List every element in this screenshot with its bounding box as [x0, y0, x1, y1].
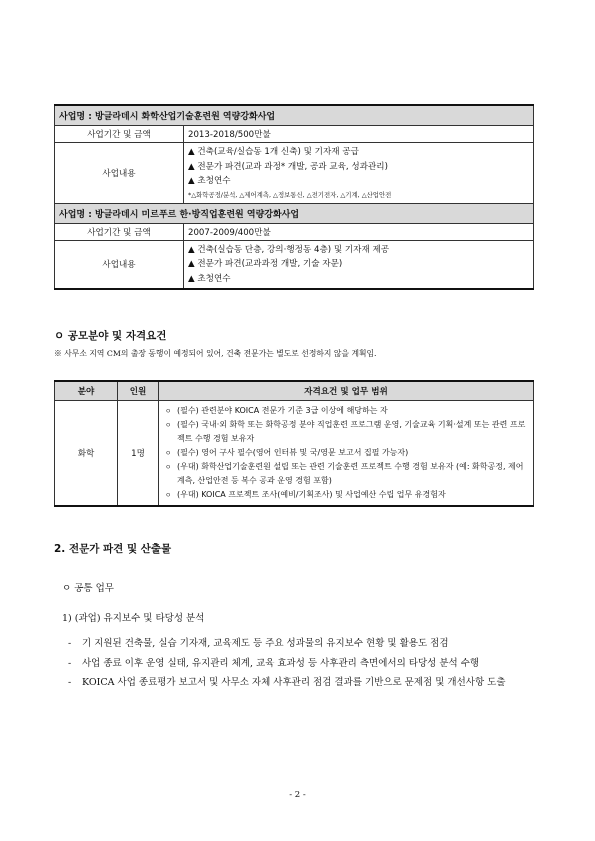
requirement-item: ㅇ (필수) 국내·외 화학 또는 화학공정 분야 직업훈련 프로그램 운영, 기술교육 기획·설계 또는 관련 프로젝트 수행 경험 보유자: [165, 418, 527, 446]
qualification-table: [54, 380, 534, 507]
project-2-item: ▲ 전문가 파견(교과과정 개발, 기술 자문): [188, 259, 343, 269]
task-bullet: - KOICA 사업 종료평가 보고서 및 사무소 자체 사후관리 점검 결과를 기반으로 문제점 및 개선사항 도출: [68, 677, 506, 688]
count-value: 1명: [118, 401, 159, 507]
common-tasks-heading: ㅇ 공통 업무: [62, 583, 114, 594]
project-2-item: ▲ 건축(실습동 단층, 강의·행정동 4층) 및 기자재 제공: [188, 244, 390, 255]
bullet-icon: ㅇ: [165, 449, 172, 457]
header-requirements: 자격요건 및 업무 범위: [159, 381, 534, 401]
bullet-icon: ㅇ: [165, 421, 172, 429]
task-bullet: - 기 지원된 건축물, 실습 기자재, 교육제도 등 주요 성과물의 유지보수 현황 및 활용도 점검: [68, 638, 449, 649]
project-1-content-label: 사업내용: [55, 143, 184, 204]
project-1-period-value: 2013-2018/500만불: [184, 126, 534, 143]
project-1-item: ▲ 건축(교육/실습동 1개 신축) 및 기자재 공급: [188, 147, 359, 157]
project-1-period-label: 사업기간 및 금액: [55, 126, 184, 143]
page-number: - 2 -: [289, 790, 306, 800]
project-history-table: [54, 104, 534, 290]
project-2-period-value: 2007-2009/400만불: [184, 223, 534, 240]
project-2-title: 사업명 : 방글라데시 미르푸르 한·방직업훈련원 역량강화사업: [55, 203, 534, 223]
project-1-note: *△화학공정/분석, △제어계측, △정보통신, △전기전자, △기계, △산업안전: [188, 190, 392, 199]
bullet-icon: ㅇ: [165, 491, 172, 499]
header-field: 분야: [55, 381, 118, 401]
bullet-icon: ㅇ: [165, 463, 172, 471]
part2-heading: 2. 전문가 파견 및 산출물: [54, 543, 172, 555]
project-1-item: ▲ 초청연수: [188, 176, 231, 186]
task-bullet: - 사업 종료 이후 운영 실태, 유지관리 체계, 교육 효과성 등 사후관리 측면에서의 타당성 분석 수행: [68, 657, 480, 669]
header-count: 인원: [118, 381, 159, 401]
project-2-period-label: 사업기간 및 금액: [55, 223, 184, 240]
project-2-content-label: 사업내용: [55, 240, 184, 289]
task-subheading: 1) (과업) 유지보수 및 타당성 분석: [62, 613, 205, 624]
field-value: 화학: [55, 401, 118, 507]
bullet-icon: ㅇ: [165, 407, 172, 415]
section-note: ※ 사무소 지역 CM의 출장 동행이 예정되어 있어, 건축 전문가는 별도로 선정하지 않을 계획임.: [54, 349, 377, 358]
project-2-item: ▲ 초청연수: [188, 273, 231, 284]
project-1-title: 사업명 : 방글라데시 화학산업기술훈련원 역량강화사업: [55, 105, 534, 126]
project-1-item: ▲ 전문가 파견(교과 과정* 개발, 공과 교육, 성과관리): [188, 161, 388, 172]
section-title: ㅇ 공모분야 및 자격요건: [54, 330, 167, 342]
task-bullet-list: [62, 634, 534, 693]
requirement-item: ㅇ (우대) 화학산업기술훈련원 설립 또는 관련 기술훈련 프로젝트 수행 경험 보유자 (예: 화학공정, 제어계측, 산업안전 등 복수 공과 운영 경험 포함): [165, 460, 527, 488]
requirement-item: ㅇ (우대) KOICA 프로젝트 조사(예비/기획조사) 및 사업예산 수립 업무 유경험자: [165, 488, 527, 502]
requirement-item: ㅇ (필수) 영어 구사 필수(영어 인터뷰 및 국/영문 보고서 집필 가능자): [165, 446, 527, 460]
requirement-item: ㅇ (필수) 관련분야 KOICA 전문가 기준 3급 이상에 해당하는 자: [165, 404, 527, 418]
